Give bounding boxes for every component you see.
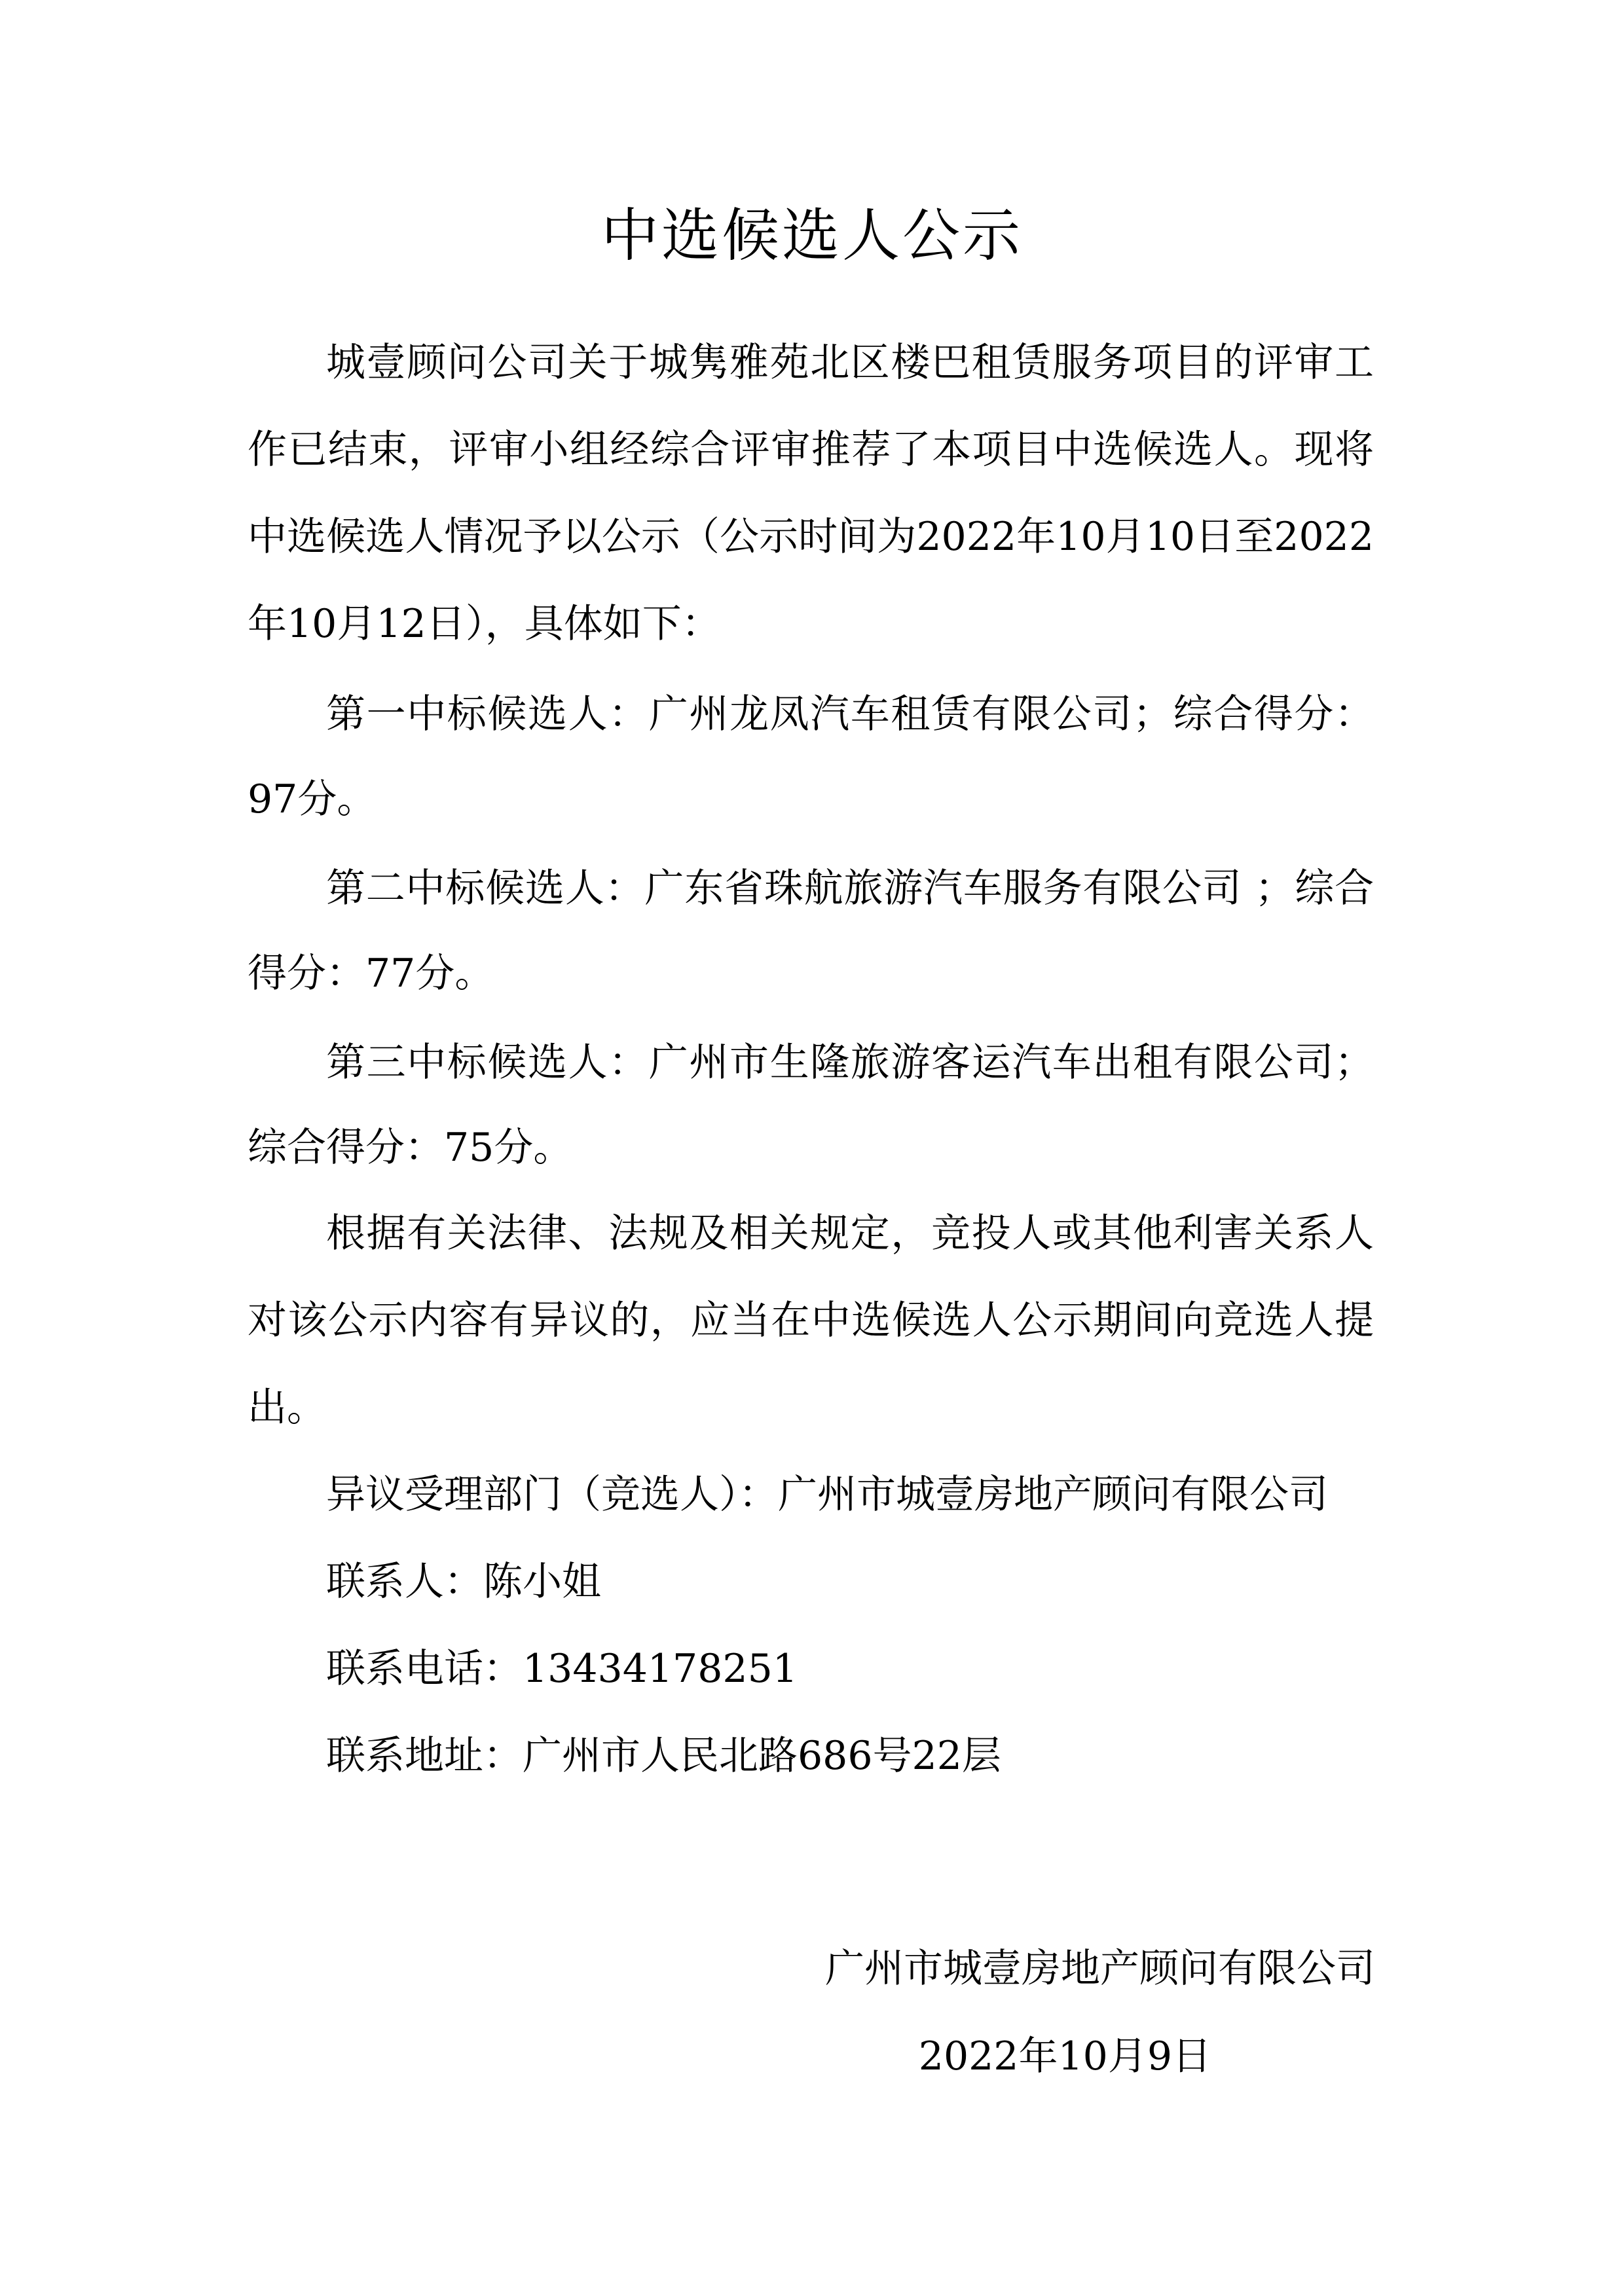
contact-phone: 联系电话：13434178251 <box>326 1646 798 1692</box>
contact-address: 联系地址：广州市人民北路686号22层 <box>326 1733 1001 1779</box>
document-body <box>248 319 1374 1800</box>
signature-organization: 广州市城壹房地产顾问有限公司 <box>825 1946 1375 1992</box>
legal-notice-paragraph: 根据有关法律、法规及相关规定，竞投人或其他利害关系人对该公示内容有异议的，应当在中选候选人公示期间向竞选人提出。 <box>248 1211 1374 1430</box>
candidate-third: 第三中标候选人：广州市生隆旅游客运汽车出租有限公司；综合得分：75分。 <box>248 1040 1374 1171</box>
contact-person: 联系人：陈小姐 <box>326 1559 601 1605</box>
intro-paragraph: 城壹顾问公司关于城隽雅苑北区楼巴租赁服务项目的评审工作已结束，评审小组经综合评审推荐了本项目中选候选人。现将中选候选人情况予以公示（公示时间为2022年10月10日至2022年10月12日），具体如下： <box>248 340 1374 647</box>
objection-department: 异议受理部门（竞选人）：广州市城壹房地产顾问有限公司 <box>326 1472 1328 1518</box>
document-title: 中选候选人公示 <box>600 202 1023 269</box>
candidate-first: 第一中标候选人：广州龙凤汽车租赁有限公司；综合得分：97分。 <box>248 691 1374 822</box>
signature-block <box>720 1925 1375 2100</box>
candidate-second: 第二中标候选人：广东省珠航旅游汽车服务有限公司 ；综合得分：77分。 <box>248 866 1374 996</box>
signature-date: 2022年10月9日 <box>918 2033 1211 2079</box>
